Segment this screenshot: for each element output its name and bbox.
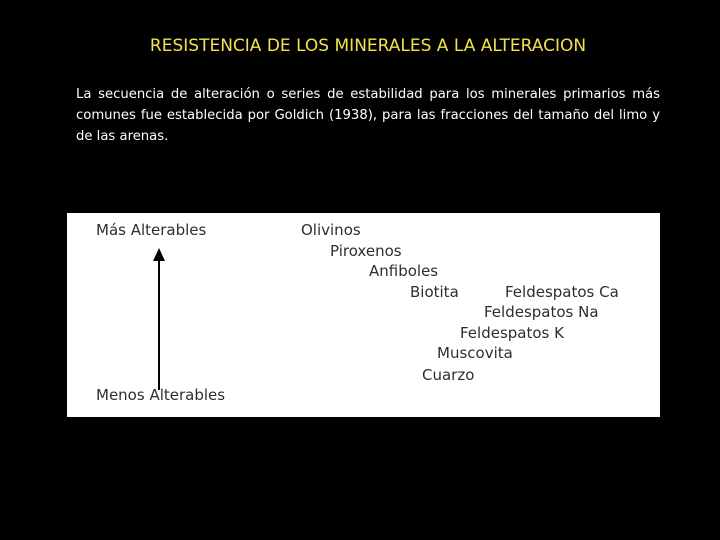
mineral-feldespatos-ca: Feldespatos Ca [505,283,619,301]
mineral-feldespatos-na: Feldespatos Na [484,303,599,321]
more-weatherable-label: Más Alterables [96,221,207,239]
stability-series-diagram [67,213,660,417]
mineral-muscovita: Muscovita [437,344,513,362]
mineral-cuarzo: Cuarzo [422,366,475,384]
up-arrow-icon [153,248,165,390]
less-weatherable-label: Menos Alterables [96,386,226,404]
mineral-biotita: Biotita [410,283,459,301]
mineral-anfiboles: Anfiboles [369,262,439,280]
slide-title: RESISTENCIA DE LOS MINERALES A LA ALTERACION [149,36,587,56]
mineral-feldespatos-k: Feldespatos K [460,324,564,342]
mineral-piroxenos: Piroxenos [330,242,402,260]
mineral-olivinos: Olivinos [301,221,361,239]
intro-paragraph: La secuencia de alteración o series de estabilidad para los minerales primarios más comunes fue establecida por Goldich (1938), para las fracciones del tamaño del limo y de las arenas. [76,87,660,144]
